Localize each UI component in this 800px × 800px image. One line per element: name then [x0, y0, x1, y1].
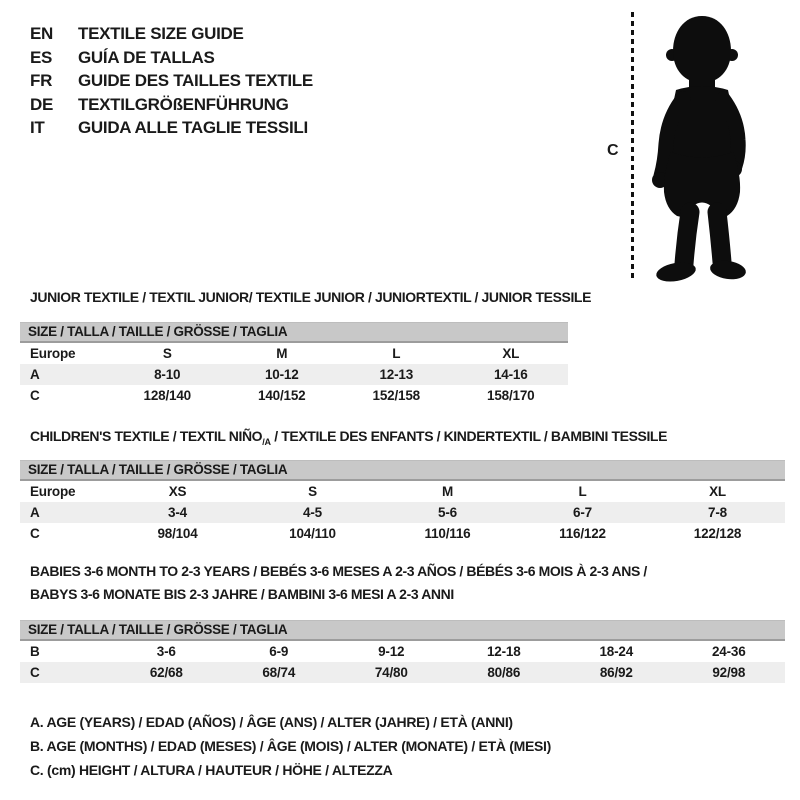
row-label: Europe [30, 346, 76, 361]
row-cell: XL [709, 484, 726, 499]
language-row [30, 69, 313, 93]
row-cell: 128/140 [143, 388, 191, 403]
row-cell: 98/104 [157, 526, 198, 541]
section-title-text: CHILDREN'S TEXTILE / TEXTIL NIÑO [30, 428, 263, 444]
table-row [20, 641, 785, 662]
section-title-junior: JUNIOR TEXTILE / TEXTIL JUNIOR/ TEXTILE JUNIOR / JUNIORTEXTIL / JUNIOR TESSILE [30, 289, 592, 305]
row-cell: 122/128 [693, 526, 742, 541]
height-dashed-line [631, 12, 634, 280]
row-label: B [30, 644, 40, 659]
language-row [30, 22, 313, 46]
row-cell: 158/170 [487, 388, 535, 403]
language-row [30, 93, 313, 117]
language-code: FR [30, 71, 53, 90]
row-cell: L [578, 484, 587, 499]
language-code: EN [30, 24, 54, 43]
row-cell: 8-10 [154, 367, 181, 382]
size-table-header: SIZE / TALLA / TAILLE / GRÖSSE / TAGLIA [20, 620, 785, 641]
row-cell: 104/110 [289, 526, 336, 541]
section-title-subscript: /A [262, 436, 271, 447]
table-row [20, 343, 568, 364]
row-cell: 110/116 [424, 526, 471, 541]
row-cell: S [162, 346, 172, 361]
row-cell: 14-16 [493, 367, 528, 382]
row-cell: 152/158 [372, 388, 420, 403]
row-cell: 12-13 [379, 367, 414, 382]
row-cell: M [441, 484, 454, 499]
table-row [20, 502, 785, 523]
row-cell: 62/68 [149, 665, 183, 680]
table-row [20, 481, 785, 502]
row-cell: 92/98 [712, 665, 746, 680]
section-title-text: / TEXTILE DES ENFANTS / KINDERTEXTIL / BAMBINI TESSILE [270, 428, 668, 444]
language-row [30, 46, 313, 70]
row-cell: XS [168, 484, 187, 499]
height-measure-label: C [607, 142, 619, 159]
row-label: A [30, 367, 40, 382]
section-title-line1: BABIES 3-6 MONTH TO 2-3 YEARS / BEBÉS 3-6 MESES A 2-3 AÑOS / BÉBÉS 3-6 MOIS À 2-3 ANS / [30, 563, 647, 579]
row-label: Europe [30, 484, 76, 499]
size-table-header: SIZE / TALLA / TAILLE / GRÖSSE / TAGLIA [20, 460, 785, 481]
footnote-c: C. (cm) HEIGHT / ALTURA / HAUTEUR / HÖHE / ALTEZZA [30, 762, 393, 778]
row-cell: 3-6 [156, 644, 176, 659]
row-cell: 86/92 [599, 665, 633, 680]
row-cell: XL [502, 346, 520, 361]
row-label: C [30, 388, 40, 403]
language-title: GUÍA DE TALLAS [78, 47, 215, 67]
footnote-a: A. AGE (YEARS) / EDAD (AÑOS) / ÂGE (ANS) / ALTER (JAHRE) / ETÀ (ANNI) [30, 714, 513, 730]
size-table-header: SIZE / TALLA / TAILLE / GRÖSSE / TAGLIA [20, 322, 568, 343]
junior-size-table [20, 322, 568, 406]
row-cell: 6-7 [573, 505, 592, 520]
row-cell: S [308, 484, 317, 499]
row-cell: 6-9 [269, 644, 289, 659]
row-cell: 10-12 [264, 367, 299, 382]
footnotes [30, 710, 551, 782]
row-cell: 12-18 [486, 644, 521, 659]
table-row [20, 364, 568, 385]
row-cell: 68/74 [262, 665, 296, 680]
row-cell: 18-24 [599, 644, 634, 659]
language-code: ES [30, 47, 53, 67]
row-cell: 74/80 [374, 665, 408, 680]
row-cell: 9-12 [378, 644, 405, 659]
footnote-b: B. AGE (MONTHS) / EDAD (MESES) / ÂGE (MOIS) / ALTER (MONATE) / ETÀ (MESI) [30, 738, 551, 754]
row-cell: 24-36 [711, 644, 746, 659]
table-row [20, 385, 568, 406]
language-title: TEXTILE SIZE GUIDE [78, 24, 244, 43]
row-cell: 116/122 [559, 526, 606, 541]
language-row [30, 116, 313, 140]
childrens-size-table [20, 460, 785, 544]
row-cell: 7-8 [708, 505, 727, 520]
section-title-babies [30, 560, 647, 606]
row-cell: 80/86 [487, 665, 521, 680]
language-title: TEXTILGRÖßENFÜHRUNG [78, 94, 289, 114]
row-cell: L [392, 346, 401, 361]
language-header [30, 22, 313, 140]
row-label: C [30, 526, 40, 541]
row-label: C [30, 665, 40, 680]
table-row [20, 662, 785, 683]
section-title-line2: BABYS 3-6 MONATE BIS 2-3 JAHRE / BAMBINI 3-6 MESI A 2-3 ANNI [30, 586, 454, 602]
language-title: GUIDE DES TAILLES TEXTILE [78, 71, 313, 90]
section-title-childrens [30, 428, 667, 447]
language-code: IT [30, 118, 45, 137]
toddler-silhouette-icon [640, 6, 778, 288]
row-cell: 4-5 [303, 505, 322, 520]
table-row [20, 523, 785, 544]
language-code: DE [30, 94, 54, 114]
babies-size-table [20, 620, 785, 683]
language-title: GUIDA ALLE TAGLIE TESSILI [78, 118, 308, 137]
row-cell: 140/152 [258, 388, 306, 403]
row-cell: 5-6 [438, 505, 457, 520]
row-cell: 3-4 [168, 505, 187, 520]
row-label: A [30, 505, 40, 520]
row-cell: M [276, 346, 288, 361]
